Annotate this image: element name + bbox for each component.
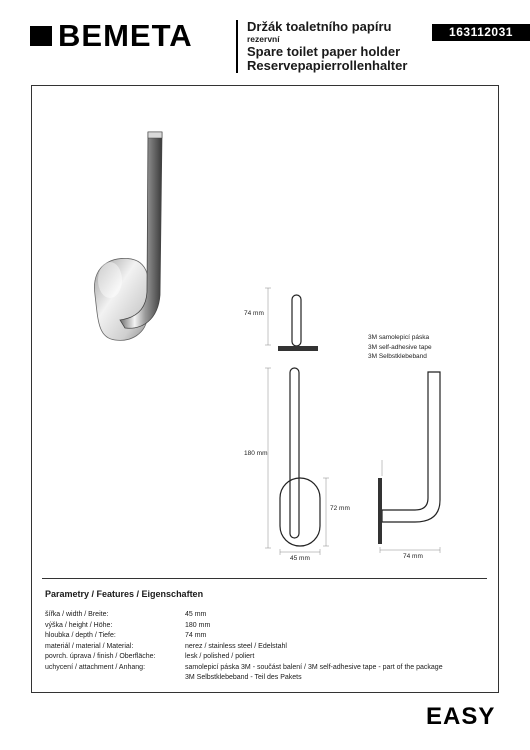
param-label: povrch. úprava / finish / Oberfläche: bbox=[45, 653, 156, 660]
product-code: 163112031 bbox=[432, 24, 530, 41]
title-cz: Držák toaletního papíru bbox=[247, 19, 392, 34]
params-table bbox=[45, 610, 515, 684]
param-row bbox=[45, 663, 515, 674]
dim-height: 180 mm bbox=[244, 450, 268, 457]
param-label bbox=[45, 673, 185, 684]
logo-mark bbox=[30, 26, 52, 46]
param-value: nerez / stainless steel / Edelstahl bbox=[185, 642, 287, 650]
param-value: 74 mm bbox=[185, 632, 207, 639]
param-label: materiál / material / Material: bbox=[45, 642, 134, 650]
dim-width: 45 mm bbox=[290, 555, 310, 562]
title-cz-sub: rezervní bbox=[247, 34, 280, 44]
param-row bbox=[45, 621, 515, 632]
param-row bbox=[45, 610, 515, 621]
param-value: 45 mm bbox=[185, 611, 207, 618]
bemeta-logo bbox=[30, 18, 210, 53]
param-value: lesk / polished / poliert bbox=[185, 653, 255, 660]
tape-note-cz: 3M samolepicí páska bbox=[368, 334, 430, 341]
param-value: 180 mm bbox=[185, 621, 211, 629]
tape-note bbox=[368, 333, 432, 362]
dim-plate-height: 72 mm bbox=[330, 505, 350, 512]
param-label: výška / height / Höhe: bbox=[45, 621, 113, 629]
logo-text: BEMETA bbox=[58, 18, 193, 53]
dim-side-depth: 74 mm bbox=[403, 553, 423, 560]
section-divider bbox=[42, 578, 487, 579]
title-en: Spare toilet paper holder bbox=[247, 44, 401, 59]
rod-top-cap bbox=[148, 132, 162, 138]
tape-note-en: 3M self-adhesive tape bbox=[368, 343, 432, 351]
series-name: EASY bbox=[426, 703, 496, 730]
title-de: Reservepapierrollenhalter bbox=[247, 58, 408, 73]
tape-note-de: 3M Selbstklebeband bbox=[368, 353, 427, 360]
params-title: Parametry / Features / Eigenschaften bbox=[45, 589, 204, 599]
param-label: uchycení / attachment / Anhang: bbox=[45, 663, 146, 671]
drawing-front-view bbox=[250, 360, 350, 560]
dim-depth-top: 74 mm bbox=[244, 310, 264, 317]
param-value: 3M Selbstklebeband - Teil des Pakets bbox=[185, 674, 302, 681]
param-label: hloubka / depth / Tiefe: bbox=[45, 632, 116, 639]
param-row bbox=[45, 631, 515, 642]
product-title-block bbox=[236, 20, 407, 73]
param-value: samolepicí páska 3M - součást balení / 3M self-adhesive tape - part of the package bbox=[185, 663, 443, 671]
param-row bbox=[45, 673, 515, 684]
drawing-top-view bbox=[240, 280, 340, 360]
plate-highlight bbox=[98, 262, 122, 298]
param-row bbox=[45, 642, 515, 653]
product-photo bbox=[70, 120, 190, 350]
param-row bbox=[45, 652, 515, 663]
param-label: šířka / width / Breite: bbox=[45, 611, 109, 618]
drawing-side-view bbox=[360, 360, 470, 560]
